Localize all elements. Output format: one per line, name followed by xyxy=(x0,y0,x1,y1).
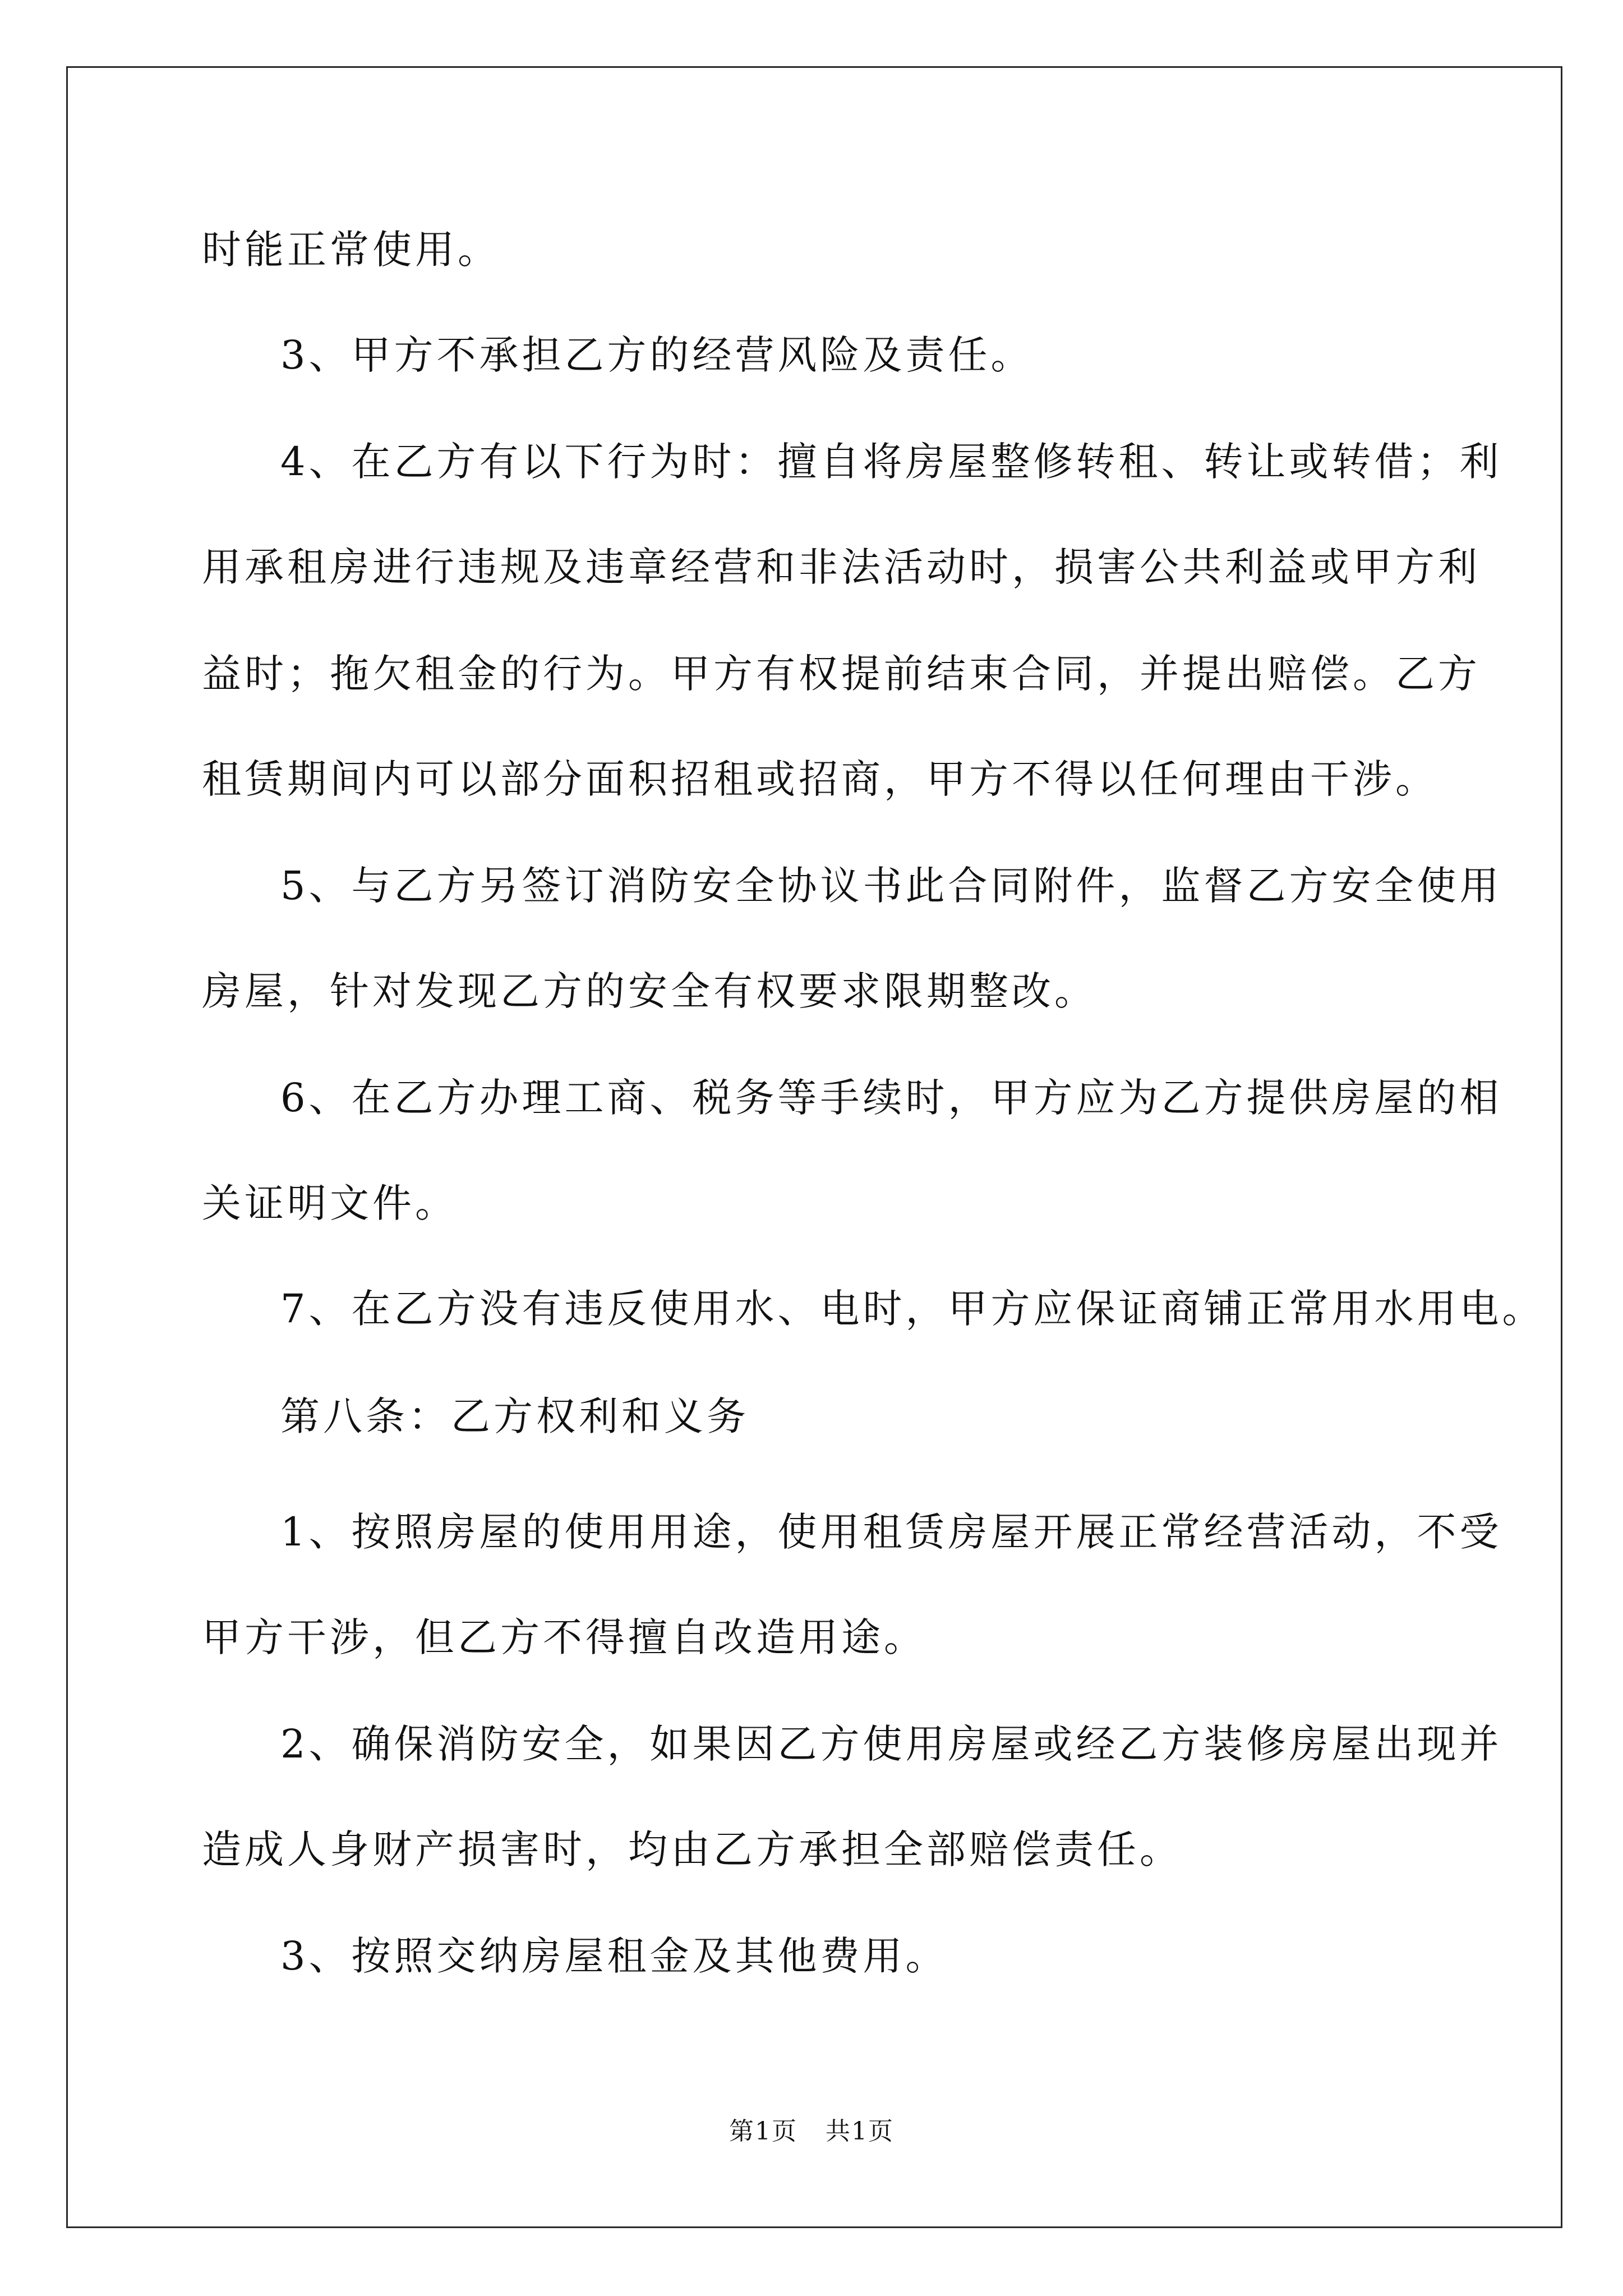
text-line: 用承租房进行违规及违章经营和非法活动时，损害公共利益或甲方利 xyxy=(202,544,1481,590)
text-line: 3、甲方不承担乙方的经营风险及责任。 xyxy=(280,332,1034,378)
text-line: 5、与乙方另签订消防安全协议书此合同附件，监督乙方安全使用 xyxy=(280,863,1502,909)
text-line: 7、在乙方没有违反使用水、电时，甲方应保证商铺正常用水用电。 xyxy=(280,1286,1545,1332)
text-line: 房屋，针对发现乙方的安全有权要求限期整改。 xyxy=(202,968,1097,1014)
text-line: 3、按照交纳房屋租金及其他费用。 xyxy=(280,1933,948,1979)
page-footer xyxy=(0,2115,1623,2148)
page-number: 第1页 xyxy=(729,2117,797,2146)
text-line: 租赁期间内可以部分面积招租或招商，甲方不得以任何理由干涉。 xyxy=(202,756,1438,802)
text-line: 1、按照房屋的使用用途，使用租赁房屋开展正常经营活动，不受 xyxy=(280,1509,1502,1555)
text-line: 甲方干涉，但乙方不得擅自改造用途。 xyxy=(202,1614,926,1660)
page-total: 共1页 xyxy=(826,2117,894,2146)
page-border xyxy=(66,66,1562,2228)
text-line: 时能正常使用。 xyxy=(202,227,500,273)
text-line: 益时；拖欠租金的行为。甲方有权提前结束合同，并提出赔偿。乙方 xyxy=(202,651,1481,697)
text-line: 6、在乙方办理工商、税务等手续时，甲方应为乙方提供房屋的相 xyxy=(280,1075,1502,1121)
text-line: 4、在乙方有以下行为时：擅自将房屋整修转租、转让或转借；利 xyxy=(280,439,1502,485)
text-line: 2、确保消防安全，如果因乙方使用房屋或经乙方装修房屋出现并 xyxy=(280,1721,1502,1767)
text-line: 关证明文件。 xyxy=(202,1180,458,1226)
text-line: 造成人身财产损害时，均由乙方承担全部赔偿责任。 xyxy=(202,1826,1182,1872)
section-heading: 第八条：乙方权利和义务 xyxy=(280,1393,749,1439)
